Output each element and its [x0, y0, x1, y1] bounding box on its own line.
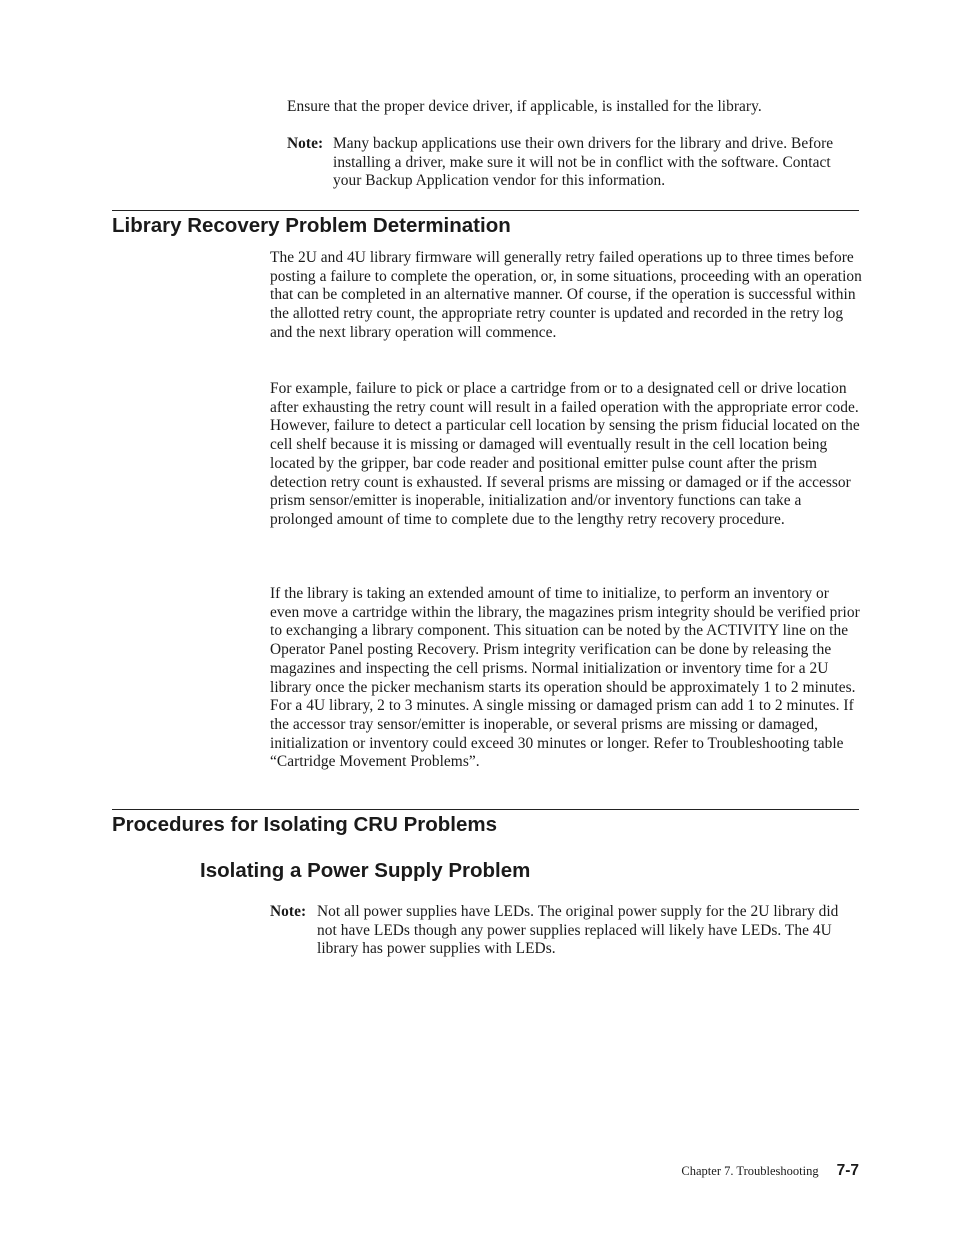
- section1-rule: [112, 210, 859, 211]
- intro-note-text: Many backup applications use their own drivers for the library and drive. Before installing a driver, make sure it will not be in conflict with the software. Contact your Backup Application vendor for this information.: [333, 135, 834, 190]
- section1-heading: Library Recovery Problem Determination: [112, 214, 511, 237]
- intro-note-label: Note:: [287, 135, 324, 152]
- page-footer: [681, 1162, 859, 1180]
- intro-note: [287, 135, 862, 191]
- section2-rule: [112, 809, 859, 810]
- intro-text: Ensure that the proper device driver, if applicable, is installed for the library.: [287, 98, 762, 115]
- section2-note-text: Not all power supplies have LEDs. The original power supply for the 2U library did not have LEDs though any power supplies replaced will likely have LEDs. The 4U library has power supplies with LEDs.: [317, 903, 839, 958]
- footer-chapter: Chapter 7. Troubleshooting: [681, 1164, 819, 1178]
- section2-heading: Procedures for Isolating CRU Problems: [112, 813, 498, 836]
- footer-page-number: 7-7: [836, 1162, 859, 1179]
- section1-paragraph-2: For example, failure to pick or place a cartridge from or to a designated cell or drive location after exhausting the retry count will result in a failed operation with the appropriate error code. However, failure to detect a particular cell location by sensing the prism fiducial located on the cell shelf because it is missing or damaged will eventually result in the cell location being located by the gripper, bar code reader and positional emitter pulse count after the prism detection retry count is exhausted. If several prisms are missing or damaged or if the accessor prism sensor/emitter is inoperable, initialization and/or inventory functions can take a prolonged amount of time to complete due to the lengthy retry recovery procedure.: [270, 380, 860, 528]
- section1-paragraph-3: If the library is taking an extended amount of time to initialize, to perform an inventory or even move a cartridge within the library, the magazines prism integrity should be verified prior to exchanging a library component. This situation can be noted by the ACTIVITY line on the Operator Panel posting Recovery. Prism integrity verification can be done by releasing the magazines and inspecting the cell prisms. Normal initialization or inventory time for a 2U library once the picker mechanism starts its operation should be approximately 1 to 2 minutes. For a 4U library, 2 to 3 minutes. A single missing or damaged prism can add 1 to 2 minutes. If the accessor tray sensor/emitter is inoperable, or several prisms are missing or damaged, initialization or inventory could exceed 30 minutes or longer. Refer to Troubleshooting table “Cartridge Movement Problems”.: [270, 585, 860, 771]
- section2-note-label: Note:: [270, 903, 307, 920]
- section1-paragraph-1: The 2U and 4U library firmware will generally retry failed operations up to three times before posting a failure to complete the operation, or, in some situations, proceeding with an operation that can be completed in an alternative manner. Of course, if the operation is successful within the allotted retry count, the appropriate retry counter is updated and recorded in the retry log and the next library operation will commence.: [270, 249, 862, 341]
- section2-subheading: Isolating a Power Supply Problem: [200, 859, 531, 882]
- section2-note: [270, 903, 845, 959]
